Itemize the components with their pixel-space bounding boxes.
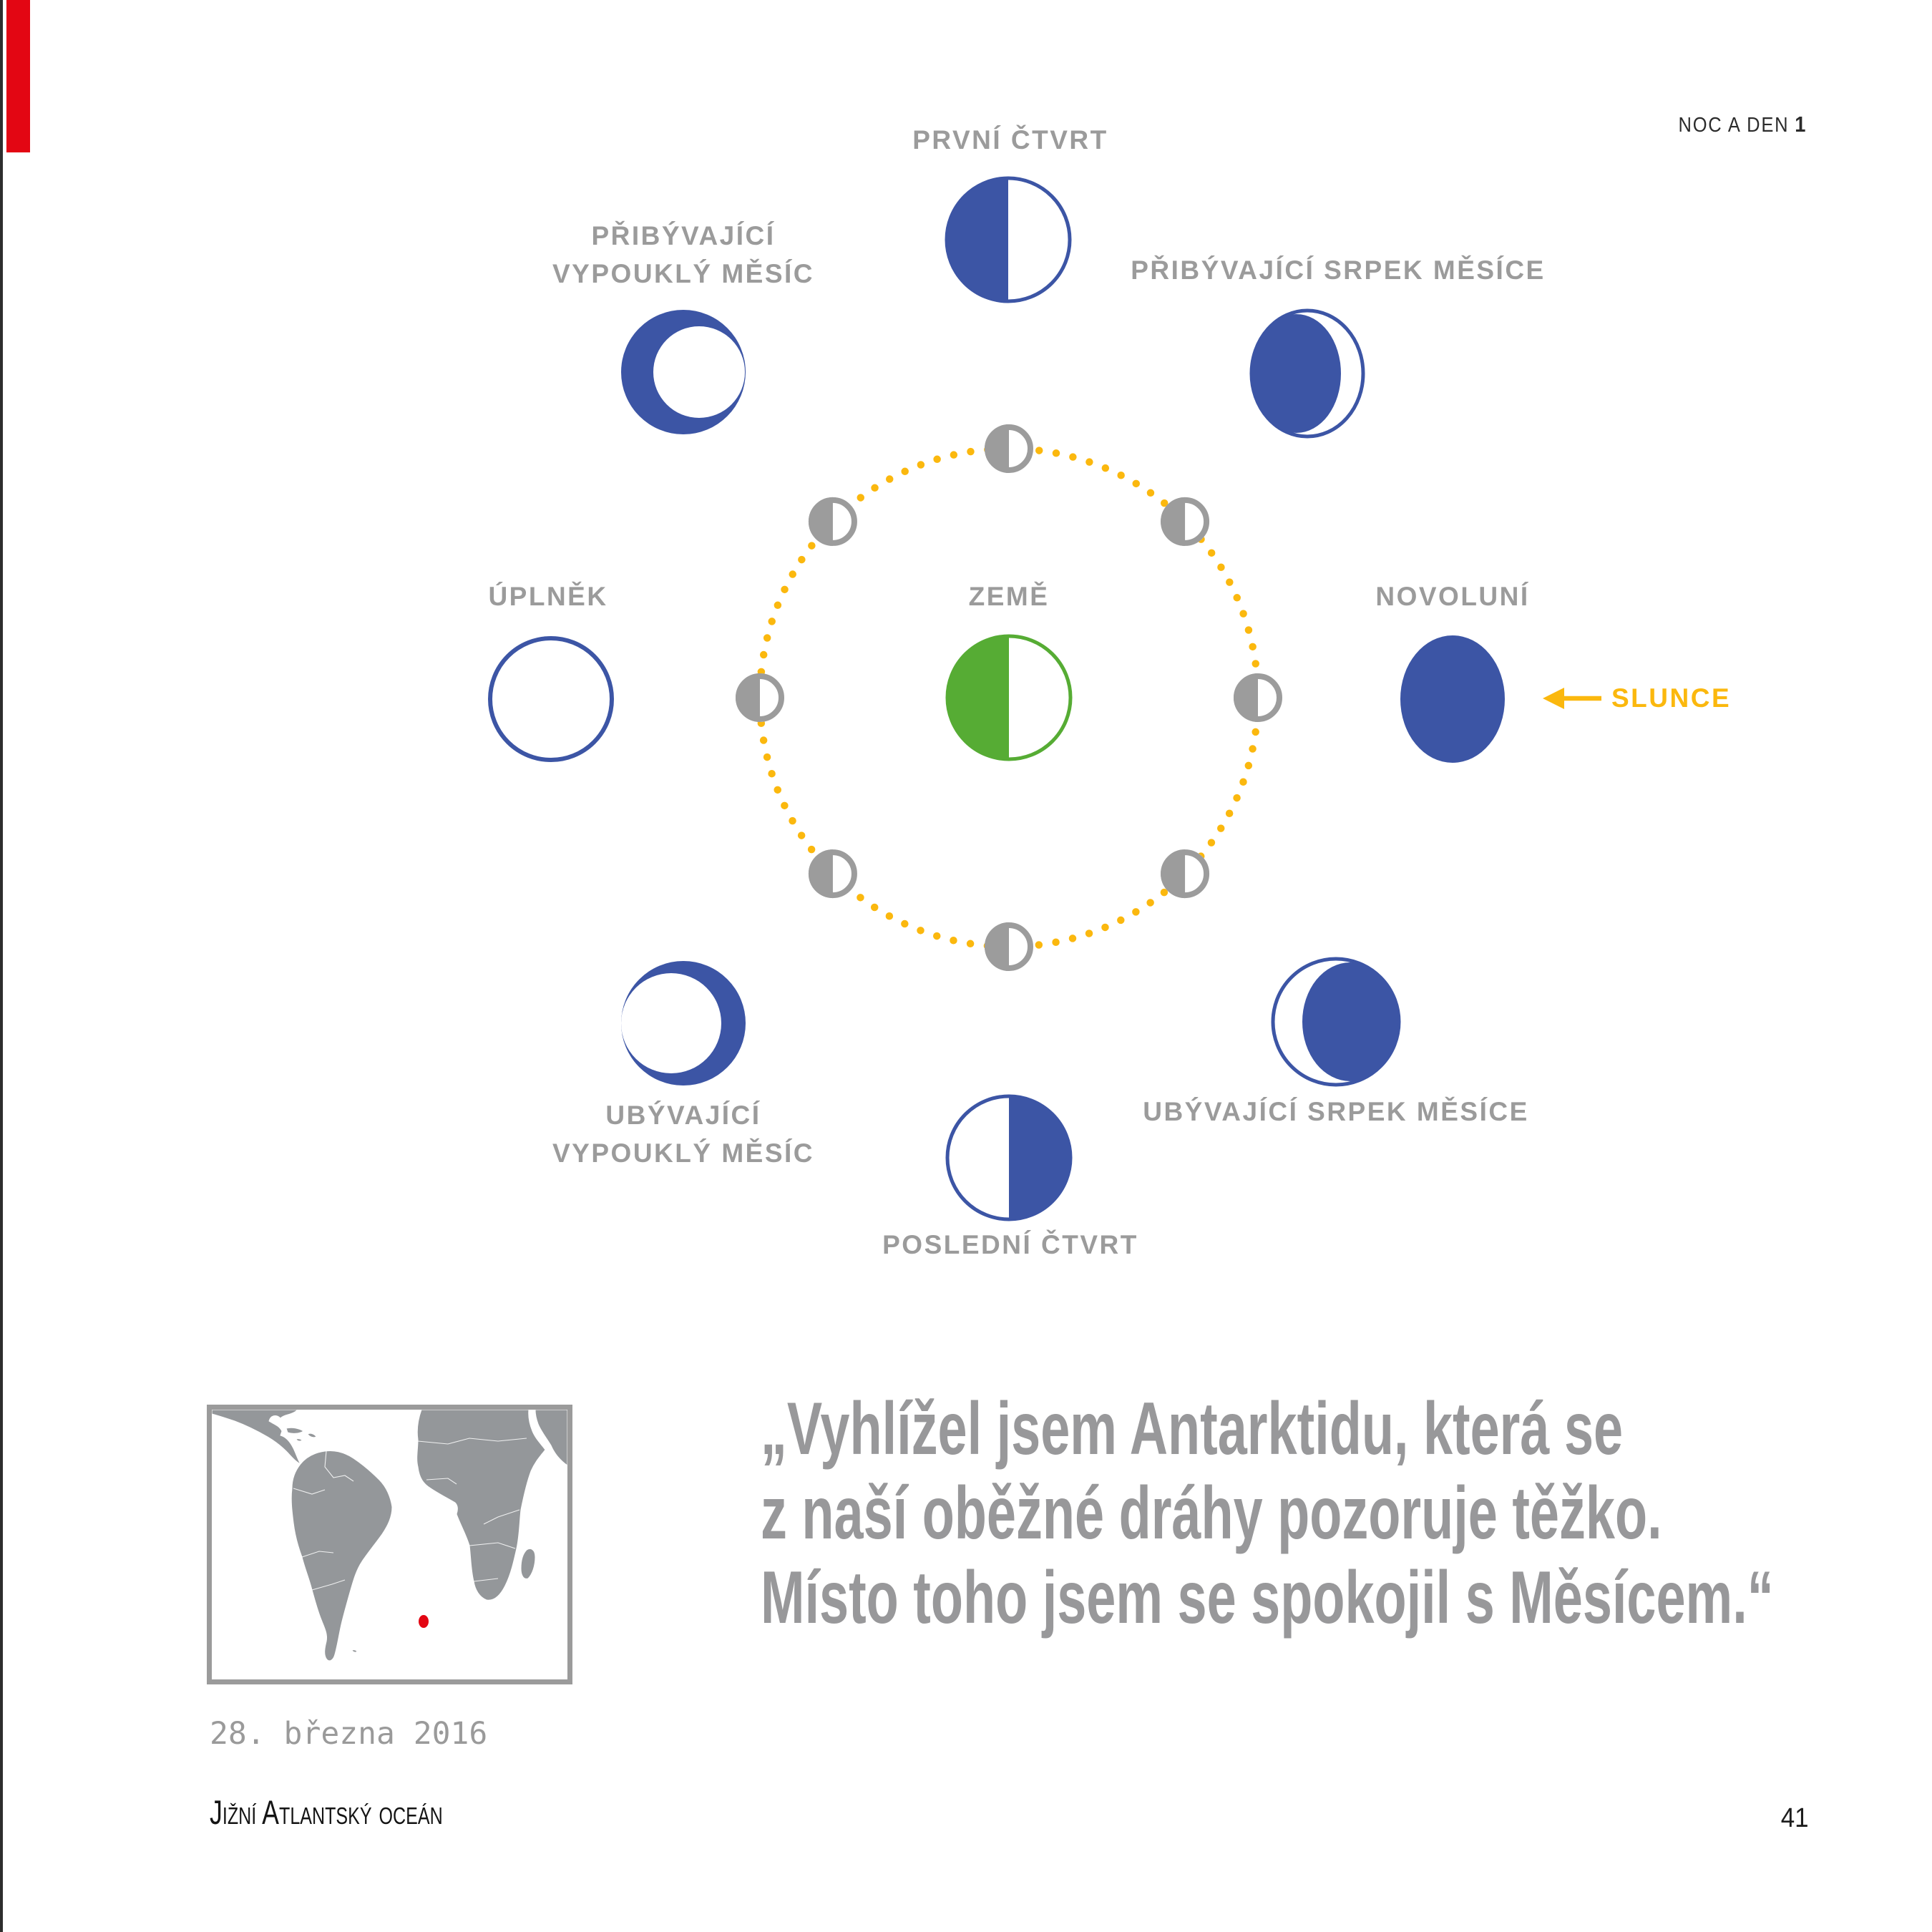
orbit-moon — [1161, 849, 1209, 898]
locator-map — [207, 1405, 572, 1684]
waxing-crescent-label: PŘIBÝVAJÍCÍ SRPEK MĚSÍCE — [1131, 255, 1546, 285]
orbit-moon — [985, 424, 1033, 473]
quote-line: „Vyhlížel jsem Antarktidu, která se — [761, 1387, 1624, 1470]
chapter-title: NOC A DEN — [1678, 114, 1790, 137]
location-dot — [419, 1615, 429, 1628]
orbit-moon — [809, 849, 857, 898]
sun-label: SLUNCE — [1611, 683, 1732, 713]
first-quarter-moon — [947, 178, 1070, 301]
last-quarter-label: POSLEDNÍ ČTVRT — [882, 1230, 1138, 1259]
new-moon-moon — [1400, 635, 1505, 763]
quote-line: Místo toho jsem se spokojil s Měsícem.“ — [761, 1556, 1774, 1639]
full-moon-label: ÚPLNĚK — [488, 582, 608, 611]
waning-gibbous-label: VYPOUKLÝ MĚSÍC — [552, 1138, 814, 1168]
new-moon-label: NOVOLUNÍ — [1375, 582, 1530, 611]
page-number: 41 — [1780, 1803, 1809, 1833]
photo-date: 28. března 2016 — [210, 1716, 488, 1752]
waxing-gibbous-label: VYPOUKLÝ MĚSÍC — [552, 259, 814, 288]
full-moon-moon — [490, 638, 612, 760]
waning-gibbous-moon — [621, 961, 746, 1085]
orbit-moon — [809, 497, 857, 546]
chapter-number: 1 — [1795, 112, 1807, 137]
earth — [947, 636, 1070, 759]
south-america-landmass — [291, 1450, 392, 1660]
orbit-moon — [1234, 673, 1282, 722]
waning-crescent-moon — [1273, 959, 1399, 1085]
arabia-landmass — [535, 1410, 567, 1465]
first-quarter-label: PRVNÍ ČTVRT — [912, 125, 1108, 155]
pull-quote — [761, 1387, 1774, 1640]
quote-line: z naší oběžné dráhy pozoruje těžko. — [761, 1472, 1662, 1555]
waxing-gibbous-moon — [621, 310, 746, 434]
orbit-moon — [985, 922, 1033, 971]
africa-landmass — [417, 1410, 545, 1600]
sun-arrow-head — [1543, 688, 1564, 709]
earth-label: ZEMĚ — [968, 582, 1050, 611]
waxing-crescent-moon — [1252, 311, 1363, 436]
north-america-landmass — [212, 1410, 316, 1464]
orbit-moon — [736, 673, 784, 722]
waning-gibbous-label: UBÝVAJÍCÍ — [605, 1101, 761, 1130]
waning-crescent-label: UBÝVAJÍCÍ SRPEK MĚSÍCE — [1143, 1097, 1529, 1126]
waxing-gibbous-label: PŘIBÝVAJÍCÍ — [591, 221, 776, 250]
photo-location: Jižní Atlantský oceán — [210, 1793, 443, 1831]
orbit-moon — [1161, 497, 1209, 546]
world-map — [212, 1410, 567, 1679]
last-quarter-moon — [947, 1096, 1070, 1219]
